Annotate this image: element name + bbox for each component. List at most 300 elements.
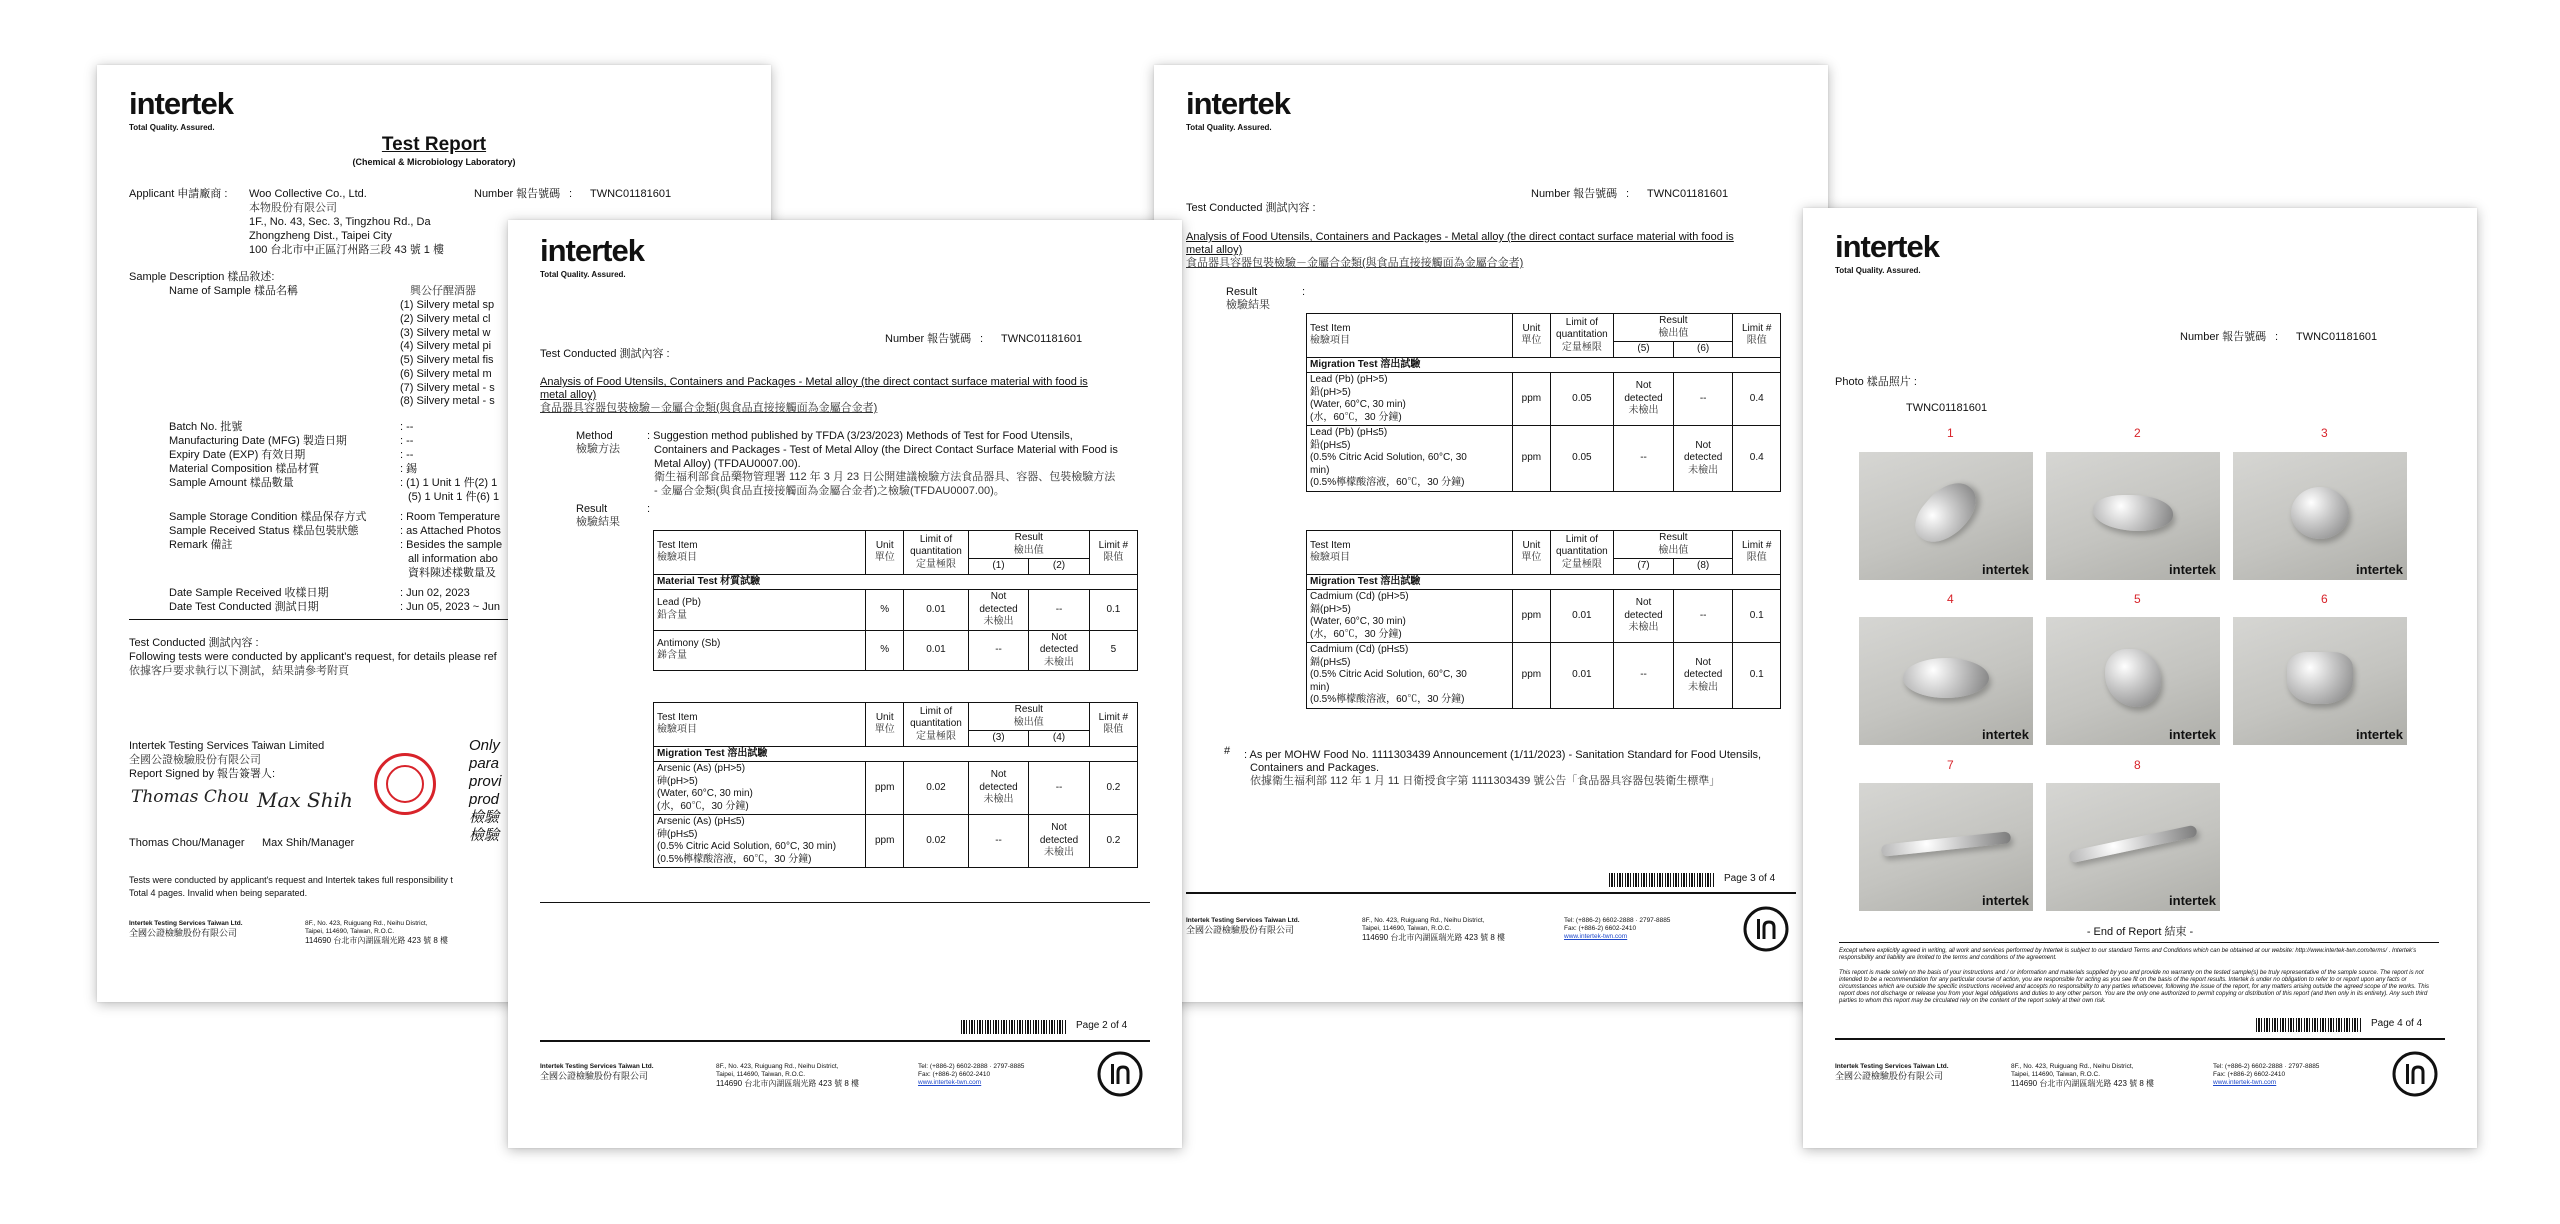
sample-list [400, 299, 495, 409]
cell-result: -- [1673, 373, 1733, 426]
photo-watermark: intertek [2169, 726, 2216, 742]
result-text-zh: 未檢出 [1688, 681, 1719, 693]
footer-company [540, 1063, 654, 1082]
tagline: Total Quality. Assured. [540, 270, 626, 279]
footer-company-name: Intertek Testing Services Taiwan Ltd. [540, 1063, 654, 1070]
report-title: Test Report [381, 134, 487, 155]
footer-note-2: Total 4 pages. Invalid when being separated. [129, 888, 308, 898]
header-text-zh: 限值 [1103, 552, 1124, 564]
cell-unit: ppm [866, 815, 904, 868]
result-text-zh: 未檢出 [1044, 847, 1075, 859]
photo-id: 2 [2134, 426, 2141, 440]
footer-fax: Fax: (+886-2) 6602-2410 [918, 1070, 991, 1078]
cell-unit: ppm [1513, 373, 1550, 426]
sample-photo-6 [2233, 617, 2407, 745]
tagline: Total Quality. Assured. [1186, 123, 1272, 132]
cell-item [654, 630, 866, 671]
report-number-colon: : [2275, 331, 2279, 343]
field-label: Remark 備註 [169, 539, 233, 551]
footer-address [2011, 1063, 2154, 1088]
section-material: Material Test 材質試驗 [654, 574, 1138, 590]
header-test-item [1307, 531, 1513, 575]
test-conducted-label: Test Conducted 測試內容 : [129, 637, 259, 649]
report-number-value: TWNC01181601 [2296, 331, 2378, 343]
analysis-title-2: metal alloy) [540, 389, 597, 401]
header-test-item [654, 703, 866, 747]
cell-result [1614, 590, 1674, 643]
cell-result [1029, 815, 1090, 868]
item-text: Lead (Pb) [657, 597, 701, 609]
field-label: Sample Received Status 樣品包裝狀態 [169, 525, 359, 537]
signer-2: Max Shih/Manager [262, 837, 355, 849]
cell-limit: 0.2 [1089, 762, 1137, 815]
result-text: Not detected [979, 591, 1018, 615]
photo-watermark: intertek [2169, 561, 2216, 577]
cell-result: -- [968, 630, 1029, 671]
footer-fax: Fax: (+886-2) 6602-2410 [1564, 924, 1637, 932]
table-row [1307, 643, 1781, 709]
item-line: (水，60℃，30 分鐘) [1310, 411, 1402, 423]
field-value: : -- [400, 421, 414, 433]
footer-company-name: Intertek Testing Services Taiwan Ltd. [1186, 917, 1300, 924]
cell-result: -- [1673, 590, 1733, 643]
material-test-table [653, 530, 1138, 671]
header-text-zh: 檢驗項目 [1310, 335, 1350, 347]
applicant-address-3: 100 台北市中正區汀州路三段 43 號 1 樓 [249, 244, 444, 256]
sample-object [2105, 649, 2161, 707]
photo-id: 4 [1947, 592, 1954, 606]
header-result [1614, 531, 1733, 559]
report-number-label: Number 報告號碼 [1531, 188, 1618, 200]
field-label [169, 553, 366, 567]
page-number: Page 2 of 4 [1076, 1020, 1128, 1031]
field-value: : (1) 1 Unit 1 件(2) 1 [400, 477, 498, 489]
footer-rule [1835, 1038, 2445, 1040]
header-text: Limit # [1098, 539, 1129, 551]
header-limit [1089, 703, 1137, 747]
note-line-zh: 依據衛生福利部 112 年 1 月 11 日衛授食字第 1111303439 號公告「食品器具容器包裝衛生標準」 [1250, 775, 1721, 787]
migration-table-cadmium [1306, 530, 1781, 709]
note-line-2: Containers and Packages. [1250, 762, 1380, 774]
field-value: : Room Temperature [400, 511, 501, 523]
report-page-4 [1803, 208, 2477, 1148]
barcode [961, 1020, 1066, 1034]
cell-item [654, 815, 866, 868]
footer-website-link[interactable]: www.intertek-twn.com [918, 1078, 982, 1086]
disclaimer-responsibility: This report is made solely on the basis of your instructions and / or information and materials supplied by you and provide no warranty on the tested sample(s) be truly representative of the sample source. The report is not intended to be a recommendation for any particular course of action, you are responsible for acting as you see fit on the basis of the report results. Intertek is under no obligation to refer to or report upon any facts or circumstances which are outside the specific instructions received and accepts no responsibility to any parties whatsoever, following the issue of the report, for any matters arising outside the agreed scope of the works. This report does not discharge or release you from your legal obligations and duties to any other person. You are the only one authorized to permit copying or distribution of this report (and then only in its entirety). Any such third parties to whom this report may be circulated rely on the content of the report solely at their own risk. [1839, 970, 2429, 1004]
result-text-zh: 未檢出 [983, 616, 1014, 627]
header-text-zh: 定量極限 [1561, 341, 1602, 353]
header-result [1614, 314, 1733, 342]
footer-website-link[interactable]: www.intertek-twn.com [2213, 1078, 2277, 1086]
cell-result: -- [1614, 426, 1674, 492]
header-text: Result [1014, 532, 1043, 543]
result-text: Not detected [979, 769, 1018, 793]
result-text-zh: 未檢出 [1628, 405, 1659, 417]
footer-company-zh: 全國公證檢驗股份有限公司 [1835, 1070, 1944, 1081]
footer-rule [540, 1040, 1150, 1042]
header-limit [1089, 531, 1137, 575]
photo-id: 5 [2134, 592, 2141, 606]
header-text: Limit of [919, 705, 953, 717]
item-line: (Water, 60°C, 30 min) [657, 788, 753, 799]
page-number: Page 4 of 4 [2371, 1018, 2423, 1029]
sample-object [2287, 652, 2353, 704]
footer-company [129, 920, 243, 939]
header-text: Limit # [1742, 322, 1772, 334]
intertek-badge-icon [2391, 1050, 2439, 1098]
applicant-label: Applicant 申請廠商 : [129, 188, 228, 200]
footer-rule [1186, 892, 1796, 894]
photo-label: Photo 樣品照片 : [1835, 376, 1917, 388]
footer-addr-zh: 114690 台北市內湖區瑞光路 423 號 8 樓 [2011, 1078, 2155, 1088]
item-line: 鎘(pH>5) [1310, 603, 1351, 615]
footer-addr-2: Taipei, 114690, Taiwan, R.O.C. [716, 1070, 806, 1078]
cell-unit: ppm [866, 762, 904, 815]
cell-result: -- [1029, 762, 1090, 815]
intertek-logo: intertek [540, 233, 644, 268]
field-value: (5) 1 Unit 1 件(6) 1 [408, 491, 500, 503]
sample-object [2291, 487, 2349, 539]
migration-table-arsenic [653, 702, 1138, 868]
report-number-value: TWNC01181601 [1647, 188, 1729, 200]
footer-address [305, 920, 448, 945]
photo-watermark: intertek [2169, 892, 2216, 908]
cell-result [1614, 373, 1674, 426]
header-text: Limit of [1565, 533, 1598, 545]
report-number-label: Number 報告號碼 [885, 333, 972, 345]
header-text: Unit [875, 711, 894, 723]
footer-addr-zh: 114690 台北市內湖區瑞光路 423 號 8 樓 [716, 1078, 860, 1088]
sample-item: (5) Silvery metal fis [400, 354, 494, 366]
item-line: (水，60℃，30 分鐘) [1310, 628, 1402, 640]
sample-photo-5 [2046, 617, 2220, 745]
col-sample-4: (4) [1029, 731, 1090, 747]
header-text-zh: 檢驗項目 [657, 724, 697, 736]
report-number-colon: : [1626, 188, 1630, 200]
cell-loq: 0.02 [904, 815, 969, 868]
result-text-zh: 未檢出 [1628, 622, 1659, 634]
report-number-label: Number 報告號碼 [474, 188, 561, 200]
cell-loq: 0.01 [904, 590, 969, 631]
validity-line: Only [469, 737, 500, 754]
field-value: all information abo [408, 553, 498, 565]
table-row [654, 590, 1138, 631]
cell-item [1307, 373, 1513, 426]
col-sample-5: (5) [1614, 342, 1674, 358]
cell-result: -- [968, 815, 1029, 868]
header-text: Limit # [1742, 539, 1772, 551]
analysis-title: Analysis of Food Utensils, Containers and Packages - Metal alloy (the direct contact surface material with food is [1186, 231, 1734, 243]
col-sample-7: (7) [1614, 559, 1674, 575]
footer-note-1: Tests were conducted by applicant's request and Intertek takes full responsibility t [129, 875, 453, 885]
item-line: Arsenic (As) (pH>5) [657, 763, 746, 774]
col-sample-2: (2) [1029, 559, 1090, 575]
name-of-sample-label: Name of Sample 樣品名稱 [169, 285, 298, 297]
footer-tel: Tel: (+886-2) 6602-2888 · 2797-8885 [1564, 917, 1671, 924]
intertek-badge-icon [1742, 905, 1790, 953]
item-line: 鉛(pH≤5) [1310, 439, 1351, 451]
header-text-zh: 檢出值 [1013, 716, 1044, 728]
header-limit [1733, 314, 1781, 358]
field-label: Manufacturing Date (MFG) 製造日期 [169, 435, 347, 447]
field-label [169, 491, 366, 505]
sample-photo-2 [2046, 452, 2220, 580]
field-labels [169, 421, 366, 615]
header-text: Test Item [1310, 539, 1351, 551]
footer-addr-2: Taipei, 114690, Taiwan, R.O.C. [305, 927, 395, 935]
result-label-zh: 檢驗結果 [576, 516, 620, 528]
report-number-label: Number 報告號碼 [2180, 331, 2267, 343]
footer-addr-zh: 114690 台北市內湖區瑞光路 423 號 8 樓 [1362, 932, 1506, 942]
applicant-address-2: Zhongzheng Dist., Taipei City [249, 230, 392, 242]
footer-company-zh: 全國公證檢驗股份有限公司 [1186, 924, 1295, 935]
footer-addr-2: Taipei, 114690, Taiwan, R.O.C. [1362, 924, 1452, 932]
test-conducted-label: Test Conducted 測試內容 : [1186, 202, 1316, 214]
method-label: Method [576, 430, 613, 442]
footer-company [1835, 1063, 1949, 1082]
header-loq [904, 531, 969, 575]
result-colon: : [1302, 286, 1306, 298]
end-of-report: - End of Report 結束 - [2086, 926, 2194, 938]
field-label: Batch No. 批號 [169, 421, 243, 433]
header-text: Limit of [1565, 316, 1598, 328]
item-line: (0.5%檸檬酸溶液，60℃，30 分鐘) [1310, 694, 1465, 705]
cell-result: -- [1029, 590, 1090, 631]
header-text-zh: 單位 [1521, 335, 1542, 347]
sample-photo-3 [2233, 452, 2407, 580]
footer-fax: Fax: (+886-2) 6602-2410 [2213, 1070, 2286, 1078]
footer-addr-1: 8F., No. 423, Ruiguang Rd., Neihu District, [2011, 1063, 2134, 1070]
sample-item: (2) Silvery metal cl [400, 312, 491, 325]
footer-addr-zh: 114690 台北市內湖區瑞光路 423 號 8 樓 [305, 935, 449, 945]
item-line: Arsenic (As) (pH≤5) [657, 816, 745, 827]
cell-loq: 0.05 [1550, 426, 1614, 492]
report-page-3 [1154, 65, 1828, 1002]
header-text: quantitation [910, 546, 962, 557]
result-text: Not detected [1039, 631, 1079, 655]
header-limit [1733, 531, 1781, 575]
end-rule [1839, 942, 2439, 943]
method-text [647, 430, 1118, 499]
header-text-zh: 定量極限 [915, 558, 956, 570]
footer-address [716, 1063, 859, 1088]
item-line: (0.5% Citric Acid Solution, 60°C, 30 [1310, 452, 1467, 463]
cell-result [1029, 630, 1090, 671]
header-result [968, 531, 1089, 559]
item-line: (0.5%檸檬酸溶液，60℃，30 分鐘) [657, 853, 812, 865]
header-text: Test Item [657, 539, 698, 551]
header-text: Unit [875, 539, 894, 551]
table-row [1307, 373, 1781, 426]
following-tests-text: Following tests were conducted by applicant's request, for details please ref [129, 651, 497, 663]
cell-limit: 0.2 [1089, 815, 1137, 868]
item-line: Lead (Pb) (pH≤5) [1310, 427, 1388, 438]
field-label: Date Sample Received 收樣日期 [169, 587, 329, 599]
photo-watermark: intertek [2356, 561, 2403, 577]
photo-id: 3 [2321, 426, 2328, 440]
photo-id: 7 [1947, 758, 1954, 772]
sample-item: (7) Silvery metal - s [400, 381, 495, 394]
cell-result [1673, 426, 1733, 492]
signature-thomas: Thomas Chou [131, 787, 250, 807]
item-line: 鎘(pH≤5) [1310, 656, 1351, 668]
footer-addr-1: 8F., No. 423, Ruiguang Rd., Neihu District, [305, 920, 428, 927]
field-value: : Jun 05, 2023 ~ Jun [400, 601, 500, 613]
field-label: Expiry Date (EXP) 有效日期 [169, 449, 306, 461]
disclaimer-terms: Except where explicitly agreed in writing, all work and services performed by Intertek is subject to our standard Terms and Conditions which can be obtained at our website: http://www.intertek-twn.com/terms/ . Intertek's responsibility and liability are limited to the terms and conditions of the agreement. [1839, 948, 2417, 961]
intertek-logo: intertek [1835, 229, 1939, 264]
header-unit [1513, 314, 1550, 358]
section-migration: Migration Test 溶出試驗 [1307, 357, 1781, 373]
method-line: Metal Alloy) (TFDAU0007.00). [654, 457, 801, 470]
photo-report-number: TWNC01181601 [1906, 402, 1988, 414]
validity-line: prod [469, 791, 500, 808]
following-tests-zh: 依據客戶要求執行以下測試，結果請參考附頁 [129, 665, 349, 677]
item-line: (0.5% Citric Acid Solution, 60°C, 30 [1310, 669, 1467, 680]
intertek-badge-icon [1096, 1050, 1144, 1098]
photo-watermark: intertek [1982, 561, 2029, 577]
item-line: (水，60℃，30 分鐘) [657, 800, 749, 812]
analysis-title-zh: 食品器具容器包裝檢驗－金屬合金類(與食品直接接觸面為金屬合金者) [540, 402, 878, 414]
header-text-zh: 限值 [1103, 724, 1124, 736]
sample-item: (1) Silvery metal sp [400, 299, 495, 311]
cell-item [1307, 643, 1513, 709]
item-line: Cadmium (Cd) (pH>5) [1310, 591, 1409, 602]
header-text-zh: 定量極限 [1561, 558, 1602, 570]
header-loq [1550, 531, 1614, 575]
footer-tel: Tel: (+886-2) 6602-2888 · 2797-8885 [918, 1063, 1025, 1070]
cell-result [1673, 643, 1733, 709]
item-text-zh: 鉛含量 [657, 609, 687, 621]
footer-addr-1: 8F., No. 423, Ruiguang Rd., Neihu District, [1362, 917, 1485, 924]
cell-result [968, 762, 1029, 815]
header-text: Unit [1522, 539, 1541, 551]
field-label: Material Composition 樣品材質 [169, 463, 320, 475]
header-text: quantitation [1556, 329, 1608, 340]
report-page-2 [508, 220, 1182, 1148]
cell-unit: % [866, 590, 904, 631]
photo-watermark: intertek [1982, 892, 2029, 908]
report-number-value: TWNC01181601 [590, 188, 672, 200]
sample-photo-4 [1859, 617, 2033, 745]
field-value: : -- [400, 449, 414, 461]
result-text-zh: 未檢出 [1688, 464, 1719, 476]
field-values [400, 421, 502, 615]
sample-object [2093, 495, 2173, 531]
result-colon: : [647, 503, 651, 515]
cell-loq: 0.01 [1550, 590, 1614, 643]
method-line: - 金屬合金類(與食品直接接觸面為金屬合金者)之檢驗(TFDAU0007.00)。 [654, 485, 1005, 497]
tagline: Total Quality. Assured. [1835, 266, 1921, 275]
header-text-zh: 單位 [1521, 552, 1542, 564]
footer-company-zh: 全國公證檢驗股份有限公司 [129, 927, 238, 938]
cell-loq: 0.05 [1550, 373, 1614, 426]
cell-limit: 0.1 [1733, 643, 1781, 709]
note-mark: # [1224, 745, 1231, 757]
cell-unit: ppm [1513, 426, 1550, 492]
analysis-title-2: metal alloy) [1186, 244, 1243, 256]
header-text: Unit [1522, 322, 1541, 334]
header-unit [866, 703, 904, 747]
table-row [1307, 590, 1781, 643]
applicant-name-zh: 本物股份有限公司 [249, 202, 337, 214]
header-loq [904, 703, 969, 747]
item-text-zh: 銻含量 [657, 650, 687, 662]
report-signed-by: Report Signed by 報告簽署人: [129, 768, 276, 780]
item-line: 砷(pH≤5) [657, 828, 698, 840]
tagline: Total Quality. Assured. [129, 123, 215, 132]
header-text-zh: 定量極限 [915, 730, 956, 742]
field-value: : Jun 02, 2023 [400, 587, 470, 599]
result-text: Not detected [1683, 656, 1723, 680]
sample-object [1881, 832, 2012, 858]
header-text: Test Item [1310, 322, 1351, 334]
item-line: min) [1310, 681, 1330, 693]
footer-address [1362, 917, 1505, 942]
footer-website-link[interactable]: www.intertek-twn.com [1564, 932, 1628, 940]
lab-name: Intertek Testing Services Taiwan Limited [129, 740, 325, 752]
validity-statement [469, 737, 502, 845]
header-text: Result [1659, 532, 1688, 543]
header-text-zh: 檢驗項目 [1310, 552, 1350, 564]
field-label: Sample Amount 樣品數量 [169, 477, 294, 489]
cell-item [1307, 426, 1513, 492]
cell-item [654, 762, 866, 815]
cell-limit: 5 [1089, 630, 1137, 671]
note-line-1: : As per MOHW Food No. 1111303439 Announcement (1/11/2023) - Sanitation Standard for Food Utensils, [1244, 749, 1762, 761]
sample-item: (4) Silvery metal pi [400, 340, 492, 353]
footer-contact [1564, 917, 1670, 940]
method-line: : Suggestion method published by TFDA (3/23/2023) Methods of Test for Food Utensils, [647, 430, 1073, 442]
cell-unit: ppm [1513, 590, 1550, 643]
page-number: Page 3 of 4 [1724, 873, 1776, 884]
validity-line: para [469, 755, 500, 772]
header-text-zh: 檢驗項目 [657, 552, 697, 564]
footer-contact [2213, 1063, 2319, 1086]
header-text: Limit of [919, 533, 953, 545]
field-value: : 錫 [400, 463, 418, 475]
cell-result [968, 590, 1029, 631]
cell-limit: 0.1 [1733, 590, 1781, 643]
header-text: quantitation [1556, 546, 1608, 557]
company-seal [374, 753, 436, 815]
cell-limit: 0.1 [1089, 590, 1137, 631]
sample-item: (6) Silvery metal m [400, 367, 492, 380]
sample-photo-1 [1859, 452, 2033, 580]
table-row [654, 762, 1138, 815]
field-label [169, 567, 366, 581]
section-migration: Migration Test 溶出試驗 [1307, 574, 1781, 590]
table-row [654, 630, 1138, 671]
header-loq [1550, 314, 1614, 358]
cell-loq: 0.02 [904, 762, 969, 815]
barcode [1609, 873, 1714, 887]
sample-photo-7 [1859, 783, 2033, 911]
validity-line: provi [469, 773, 502, 790]
header-text: quantitation [910, 718, 962, 729]
col-sample-8: (8) [1673, 559, 1733, 575]
header-text: Result [1014, 704, 1043, 715]
cell-unit: ppm [1513, 643, 1550, 709]
footer-company-zh: 全國公證檢驗股份有限公司 [540, 1070, 649, 1081]
header-test-item [654, 531, 866, 575]
footer-company-name: Intertek Testing Services Taiwan Ltd. [129, 920, 243, 927]
result-text: Not detected [1624, 597, 1663, 621]
table-row [1307, 426, 1781, 492]
signature-max: Max Shih [257, 788, 353, 812]
intertek-logo: intertek [129, 86, 233, 121]
